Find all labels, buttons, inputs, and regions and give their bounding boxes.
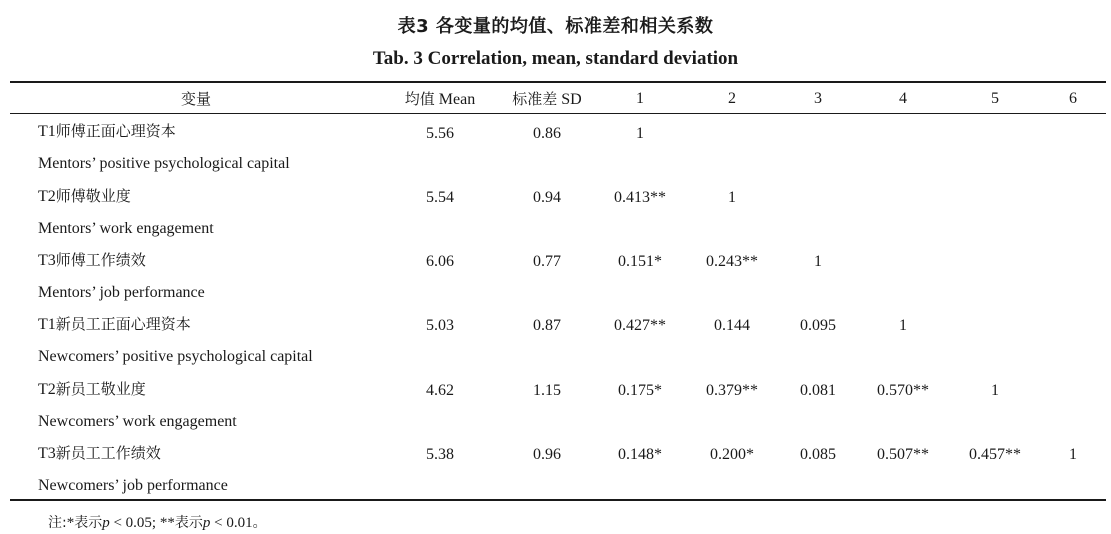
row-1-prefix: T1 — [38, 123, 56, 140]
row-2-label-english: Mentors’ work engagement — [38, 220, 214, 237]
row-4-label — [38, 314, 191, 335]
row-4-col-1: 0.427** — [614, 317, 666, 334]
row-6-label — [38, 443, 161, 464]
row-4-label-english: Newcomers’ positive psychological capital — [38, 348, 313, 365]
row-5-col-5: 1 — [991, 382, 999, 399]
row-2-label — [38, 186, 131, 207]
row-4-sd: 0.87 — [533, 317, 561, 334]
header-sd-cn: 标准差 — [512, 90, 558, 108]
row-6-sd: 0.96 — [533, 446, 561, 463]
table-title-english: Tab. 3 Correlation, mean, standard deviation — [372, 48, 739, 69]
row-1-mean: 5.56 — [426, 125, 454, 142]
row-6-col-6: 1 — [1069, 446, 1077, 463]
row-5-col-4: 0.570** — [877, 382, 929, 399]
row-1-col-1: 1 — [636, 125, 644, 142]
header-rule — [10, 113, 1106, 114]
note-p-2: p — [202, 515, 211, 531]
row-4-col-4: 1 — [899, 317, 907, 334]
row-4-label-cn: 新员工正面心理资本 — [55, 315, 191, 333]
row-6-col-5: 0.457** — [969, 446, 1021, 463]
row-3-col-1: 0.151* — [618, 253, 662, 270]
row-3-col-3: 1 — [814, 253, 822, 270]
note-star-1-cn: 表示 — [74, 515, 103, 531]
row-1-sd: 0.86 — [533, 125, 561, 142]
header-mean-cn: 均值 — [404, 90, 435, 108]
row-2-col-1: 0.413** — [614, 189, 666, 206]
row-3-col-2: 0.243** — [706, 253, 758, 270]
row-6-col-2: 0.200* — [710, 446, 754, 463]
header-col-4: 4 — [899, 90, 907, 107]
row-6-col-3: 0.085 — [800, 446, 836, 463]
top-rule — [10, 81, 1106, 83]
header-col-2: 2 — [728, 90, 736, 107]
row-4-col-2: 0.144 — [714, 317, 750, 334]
note-star-2: ** — [159, 515, 175, 531]
row-5-col-3: 0.081 — [800, 382, 836, 399]
note-star-1: * — [66, 515, 75, 531]
header-mean-en: Mean — [438, 91, 476, 108]
row-6-label-cn: 新员工工作绩效 — [55, 444, 161, 462]
header-sd — [512, 89, 581, 110]
row-5-label-cn: 新员工敬业度 — [55, 380, 146, 398]
row-4-prefix: T1 — [38, 316, 56, 333]
bottom-rule — [10, 499, 1106, 501]
note-end: 。 — [252, 515, 267, 531]
header-variable: 变量 — [180, 90, 212, 108]
row-5-prefix: T2 — [38, 381, 56, 398]
row-6-prefix: T3 — [38, 445, 56, 462]
row-3-label-cn: 师傅工作绩效 — [55, 251, 146, 269]
header-col-6: 6 — [1069, 90, 1077, 107]
row-5-label — [38, 379, 146, 400]
row-3-label-english: Mentors’ job performance — [38, 284, 205, 301]
table-title-chinese: 表3 各变量的均值、标准差和相关系数 — [397, 16, 714, 37]
note-star-2-cn: 表示 — [174, 515, 203, 531]
header-col-1: 1 — [636, 90, 644, 107]
row-1-label-english: Mentors’ positive psychological capital — [38, 155, 290, 172]
row-1-label — [38, 121, 176, 142]
header-col-3: 3 — [814, 90, 822, 107]
row-2-mean: 5.54 — [426, 189, 454, 206]
row-2-prefix: T2 — [38, 188, 56, 205]
row-6-col-4: 0.507** — [877, 446, 929, 463]
note-prefix: 注: — [48, 515, 67, 531]
row-3-mean: 6.06 — [426, 253, 454, 270]
row-5-col-1: 0.175* — [618, 382, 662, 399]
row-4-mean: 5.03 — [426, 317, 454, 334]
row-6-col-1: 0.148* — [618, 446, 662, 463]
table-footnote — [48, 512, 267, 532]
note-cond-2: < 0.01 — [210, 515, 253, 531]
row-2-sd: 0.94 — [533, 189, 561, 206]
row-6-mean: 5.38 — [426, 446, 454, 463]
row-4-col-3: 0.095 — [800, 317, 836, 334]
row-1-label-cn: 师傅正面心理资本 — [55, 122, 176, 140]
row-5-label-english: Newcomers’ work engagement — [38, 413, 237, 430]
row-6-label-english: Newcomers’ job performance — [38, 477, 228, 494]
row-5-mean: 4.62 — [426, 382, 454, 399]
row-3-sd: 0.77 — [533, 253, 561, 270]
header-mean — [405, 89, 475, 110]
header-sd-en: SD — [561, 91, 582, 108]
note-p-1: p — [102, 515, 110, 531]
row-5-col-2: 0.379** — [706, 382, 758, 399]
row-5-sd: 1.15 — [533, 382, 561, 399]
row-2-label-cn: 师傅敬业度 — [55, 187, 131, 205]
row-3-label — [38, 250, 146, 271]
note-cond-1: < 0.05; — [109, 515, 160, 531]
row-3-prefix: T3 — [38, 252, 56, 269]
header-col-5: 5 — [991, 90, 999, 107]
row-2-col-2: 1 — [728, 189, 736, 206]
